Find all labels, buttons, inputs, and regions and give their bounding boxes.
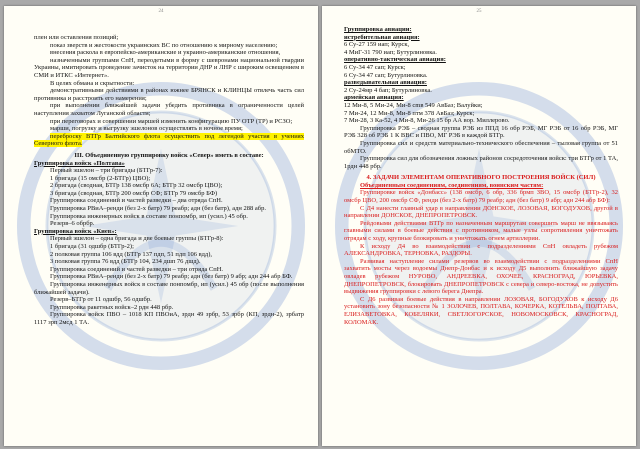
text-line: 6 Су-34 47 сап; Курск; [344, 63, 406, 71]
group-heading: Группировка войск «Полтава» [34, 159, 125, 167]
text-line: плен или оставления позиций; [34, 34, 119, 41]
text-line: Группировка ракетных войск–2 рдн 448 рбр. [50, 303, 174, 311]
group-heading: Группировка авиации: [344, 26, 412, 33]
page-body [34, 34, 304, 440]
red-text-line: С Д6 развивая боевые действия в направлении ЛОЗОВАЯ, БОГОДУХОВ к исходу Д6 установить зону безопасности № 1 ЗОЛОЧЕВ, ПОЛТАВА, КОЧЕРКА, КОТЕЛЬВА, ПОЛТАВА, ЕЛИЗАВЕТОВКА, КОБЕЛЯКИ, СВЕТЛОГОРСКОЕ, НОВОМОСКОВСК, КРАСНОГРАД, КОЛОМАК. [344, 295, 618, 326]
text-line: 12 Ми-8, 5 Ми-24, Ми-8 сmв 549 АвБаз; Валуйки; [344, 101, 483, 109]
text-line: Резерв–БТГр от 11 одшбр, 56 одшбр. [50, 296, 152, 304]
text-line: 1 бригада (31 одшбр (БТГр-2); [50, 243, 134, 251]
text-line: 1 бригада (15 омсбр (2-БТГр) ЦВО); [50, 174, 151, 182]
text-line: при переговорах и совершении маршей изменить конфигурацию ПУ ОТР (ТР) и РСЗО; [50, 117, 293, 125]
section-heading: 4. ЗАДАЧИ ЭЛЕМЕНТАМ ОПЕРАТИВНОГО ПОСТРОЕНИЯ ВОЙСК (СИЛ) [366, 174, 596, 182]
text-line: Резерв–6 обрбр. [50, 220, 95, 228]
text-line: 7 Ми-28, 3 Ка-52, 4 Ми-8, Ми-26 15 бр АА вор. Миллерово. [344, 117, 510, 125]
document-page-left [4, 6, 318, 446]
text-line: Группировка РВиА–ренди (без 2-х батр) 79 реабр; адн (без батр), адн 288 абр. [50, 205, 266, 213]
text-line: В целях обмана и скрытности: [50, 79, 135, 87]
text-line: 6 Су-34 47 сап; Бутурлиновка. [344, 71, 428, 79]
text-line: Группировка соединений и частей разведки – два отряда СпН. [50, 197, 223, 205]
text-line: Группировка инженерных войск в составе понпомбр, ип (усил.) 45 обр. [50, 212, 248, 220]
text-line: 3 бригада (сводная, БТГр 200 омсбр СФ; БТГр 79 омсбр БФ) [50, 189, 218, 197]
text-line: Первый эшелон – одна бригада и две боевые группы (БТГр-8): [50, 235, 224, 243]
text-line: 2 полковая группа 106 вдд (БТГр 137 пдп, 51 пдп 106 вдд), [50, 250, 212, 258]
text-line: 2 Су-24мр 4 бап; Бутурлиновка. [344, 86, 432, 94]
subgroup-heading: разведывательная авиация: [344, 79, 427, 87]
text-line: показ зверств и жестокости украинских ВС по отношению к мирному населению; [50, 41, 278, 49]
text-line: Группировка войск ПВО – 1018 КП ПВОиА, зрдн 49 зрбр, 53 зрбр (КП, зрдн-2), зрбатр 1117 зрп 2мсд 1 ТА. [34, 311, 304, 326]
text-line: марши, погрузку и выгрузку эшелонов осуществлять в ночное время; [50, 125, 243, 133]
document-page-right [322, 6, 636, 446]
page-body [344, 26, 618, 440]
text-line: 2 бригада (сводная, БТГр 138 омсбр 6А; БТГр 32 омсбр ЦВО); [50, 182, 223, 190]
text-line: Группировка соединений и частей разведки – три отряда СпН. [50, 265, 224, 273]
text-line: назначенными группами СпН, переодетыми в форму с шевронами национальной гвардии Украины, имитировать проведение зачисток на территории ДНР и ЛНР с широким освещением в СМИ и ИТКС «Интернет». [34, 56, 304, 79]
red-subheading: Объединенным соединениям, соединениям, воинским частям: [360, 181, 544, 189]
text-line: Группировка РВиА–ренди (без 2-х батр) 79 реабр; адн (без батр) 9 абр; адн 244 абр БФ. [50, 273, 293, 281]
text-line: Группировка сил для обозначения ложных районов сосредоточения войск: три БТГр от 1 ТА, 1рдн 448 рбр. [344, 155, 618, 170]
section-heading: III. Объединенную группировку войск «Север» иметь в составе: [74, 151, 264, 159]
text-line: 3 полковая группа 76 вдд (БТГр 104, 234 дшп 76 дшд). [50, 258, 201, 266]
group-heading: Группировка войск «Киев»: [34, 227, 117, 235]
page-number: 25 [476, 9, 482, 14]
text-line: Группировка сил и средств материально-технического обеспечения – тыловая группа от 51 обМТО. [344, 139, 618, 155]
text-line: 4 МиГ-31 790 иап; Бутурлиновка. [344, 48, 437, 56]
text-line: 7 Ми-24, 12 Ми-8, Ми-8 птм 378 АвБаз; Курск; [344, 109, 475, 117]
text-line: Первый эшелон – три бригады (БТГр-7): [50, 167, 163, 175]
red-text-line: К исходу Д4 во взаимодействии с подразделениями СпН овладеть рубежом АЛЕКСАНДРОВКА, ТЕРНОВКА, РАЗДОРЫ. [344, 242, 618, 258]
subgroup-heading: оперативно-тактическая авиация: [344, 56, 446, 64]
text-line: Группировка РЭБ – сводная группа РЭБ из ППД 16 обр РЭБ, МГ РЭБ от 16 обр РЭБ, МГ РЭБ 328 об РЭБ 1 К ВВС и ПВО, МГ РЭБ в каждой БТГр. [344, 124, 618, 140]
red-text-line: С Д4 нанести главный удар в направлении ДОНСКОЕ, ЛОЗОВАЯ, БОГОДУХОВ, другой в направлении ДОНСКОЕ, ДНЕПРОПЕТРОВСК. [344, 204, 618, 220]
text-line: внесения раскола в европейско-американские и украино-американские отношения, [50, 49, 281, 57]
red-text-line: Группировке войск «Донбасс» (138 омсбр, 6 обр, 336 брмп ЗВО, 15 омсбр (БТГр-2), 32 омсбр ЦВО, 200 омсбр СФ, ренди (без 2-х батр) 79 реабр; адн (без батр) 9 абр; адн 244 абр БФ): [344, 189, 618, 205]
subgroup-heading: армейская авиация: [344, 94, 404, 102]
text-line: при выполнении ближайшей задачи убедить противника в ограниченности целей наступления захватом Луганской области; [34, 102, 304, 117]
text-line: Группировка инженерных войск в составе понпомбр, ип (усил.) 45 обр (после выполнения ближайшей задачи). [34, 281, 304, 296]
highlighted-text-line [34, 133, 304, 148]
red-text-line: Развивая наступление силами резервов во взаимодействии с подразделениями СпН захватить мосты через водоемы Днепр-Донбас и к исходу Д5 выполнить ближайшую задачу овладев рубежом НУРОВО, АНДРЕЕВКА, ОХОЧЕЕ, КРАСНОГРАД, ЮРЬЕВКА, ДНЕПРОПЕТРОВСК, блокировать ДНЕПРОПЕТРОВСК с севера и северо-востока, не допустить выдвижения группировки с левого берега Днепра. [344, 257, 618, 296]
page-number: 24 [158, 9, 164, 14]
subgroup-heading: истребительная авиация: [344, 33, 420, 41]
highlight-span: переброску ВТГр Балтийского флота осуществить под легендой участия в учениях Северного флота. [34, 132, 304, 148]
text-line: демонстративными действиями в районах южнее БРЯНСК и КЛИНЦЫ отвлечь часть сил противника и расстроить его намерения; [34, 87, 304, 102]
text-line: 6 Су-27 159 иап; Курск, [344, 41, 410, 49]
red-text-line: Рейдовыми действиями ВТГр по назначенным маршрутам совершить марш не ввязываясь главными силами в боевые действия с противником, малые узлы сопротивления уничтожать отрядам с ходу, крупные блокировать и уничтожать огнем артиллерии. [344, 219, 618, 243]
